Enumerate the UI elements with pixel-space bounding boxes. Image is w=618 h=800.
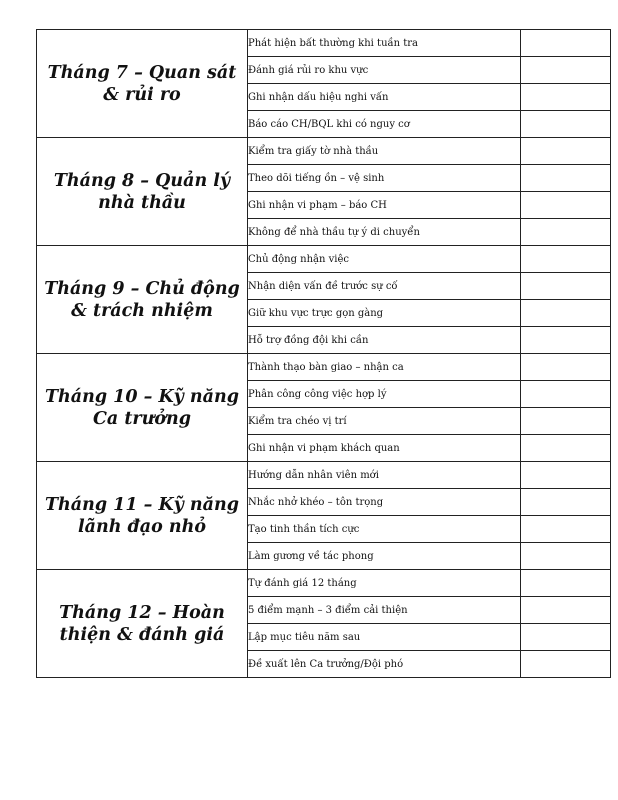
task-text: Phân công công việc hợp lý bbox=[248, 381, 521, 408]
task-text: Lập mục tiêu năm sau bbox=[248, 624, 521, 651]
checkbox-cell[interactable] bbox=[521, 597, 611, 624]
checkbox-cell[interactable] bbox=[521, 219, 611, 246]
month-title: Tháng 10 – Kỹ năng Ca trưởng bbox=[37, 354, 248, 462]
checkbox-cell[interactable] bbox=[521, 624, 611, 651]
task-text: Ghi nhận vi phạm khách quan bbox=[248, 435, 521, 462]
checkbox-cell[interactable] bbox=[521, 570, 611, 597]
checkbox-cell[interactable] bbox=[521, 192, 611, 219]
table-row bbox=[37, 354, 611, 381]
checkbox-cell[interactable] bbox=[521, 651, 611, 678]
task-text: Làm gương về tác phong bbox=[248, 543, 521, 570]
task-text: Tự đánh giá 12 tháng bbox=[248, 570, 521, 597]
training-checklist-table bbox=[36, 29, 611, 678]
checkbox-cell[interactable] bbox=[521, 435, 611, 462]
task-text: Đánh giá rủi ro khu vực bbox=[248, 57, 521, 84]
checkbox-cell[interactable] bbox=[521, 543, 611, 570]
table-row bbox=[37, 138, 611, 165]
month-title: Tháng 11 – Kỹ năng lãnh đạo nhỏ bbox=[37, 462, 248, 570]
checkbox-cell[interactable] bbox=[521, 489, 611, 516]
checkbox-cell[interactable] bbox=[521, 165, 611, 192]
checkbox-cell[interactable] bbox=[521, 381, 611, 408]
checkbox-cell[interactable] bbox=[521, 408, 611, 435]
month-title: Tháng 12 – Hoàn thiện & đánh giá bbox=[37, 570, 248, 678]
table-row bbox=[37, 30, 611, 57]
task-text: Hướng dẫn nhân viên mới bbox=[248, 462, 521, 489]
task-text: 5 điểm mạnh – 3 điểm cải thiện bbox=[248, 597, 521, 624]
checkbox-cell[interactable] bbox=[521, 462, 611, 489]
task-text: Nhận diện vấn đề trước sự cố bbox=[248, 273, 521, 300]
task-text: Chủ động nhận việc bbox=[248, 246, 521, 273]
table-row bbox=[37, 462, 611, 489]
checkbox-cell[interactable] bbox=[521, 30, 611, 57]
task-text: Nhắc nhở khéo – tôn trọng bbox=[248, 489, 521, 516]
checkbox-cell[interactable] bbox=[521, 516, 611, 543]
task-text: Không để nhà thầu tự ý di chuyển bbox=[248, 219, 521, 246]
task-text: Hỗ trợ đồng đội khi cần bbox=[248, 327, 521, 354]
checklist-body bbox=[37, 30, 611, 678]
table-row bbox=[37, 570, 611, 597]
checkbox-cell[interactable] bbox=[521, 273, 611, 300]
month-title: Tháng 7 – Quan sát & rủi ro bbox=[37, 30, 248, 138]
task-text: Kiểm tra chéo vị trí bbox=[248, 408, 521, 435]
table-row bbox=[37, 246, 611, 273]
task-text: Giữ khu vực trực gọn gàng bbox=[248, 300, 521, 327]
month-title: Tháng 8 – Quản lý nhà thầu bbox=[37, 138, 248, 246]
task-text: Thành thạo bàn giao – nhận ca bbox=[248, 354, 521, 381]
checkbox-cell[interactable] bbox=[521, 246, 611, 273]
checkbox-cell[interactable] bbox=[521, 138, 611, 165]
task-text: Đề xuất lên Ca trưởng/Đội phó bbox=[248, 651, 521, 678]
month-title: Tháng 9 – Chủ động & trách nhiệm bbox=[37, 246, 248, 354]
task-text: Ghi nhận dấu hiệu nghi vấn bbox=[248, 84, 521, 111]
task-text: Tạo tinh thần tích cực bbox=[248, 516, 521, 543]
checkbox-cell[interactable] bbox=[521, 84, 611, 111]
task-text: Kiểm tra giấy tờ nhà thầu bbox=[248, 138, 521, 165]
task-text: Phát hiện bất thường khi tuần tra bbox=[248, 30, 521, 57]
checkbox-cell[interactable] bbox=[521, 57, 611, 84]
checkbox-cell[interactable] bbox=[521, 300, 611, 327]
checkbox-cell[interactable] bbox=[521, 111, 611, 138]
task-text: Theo dõi tiếng ồn – vệ sinh bbox=[248, 165, 521, 192]
checkbox-cell[interactable] bbox=[521, 327, 611, 354]
task-text: Báo cáo CH/BQL khi có nguy cơ bbox=[248, 111, 521, 138]
checkbox-cell[interactable] bbox=[521, 354, 611, 381]
task-text: Ghi nhận vi phạm – báo CH bbox=[248, 192, 521, 219]
